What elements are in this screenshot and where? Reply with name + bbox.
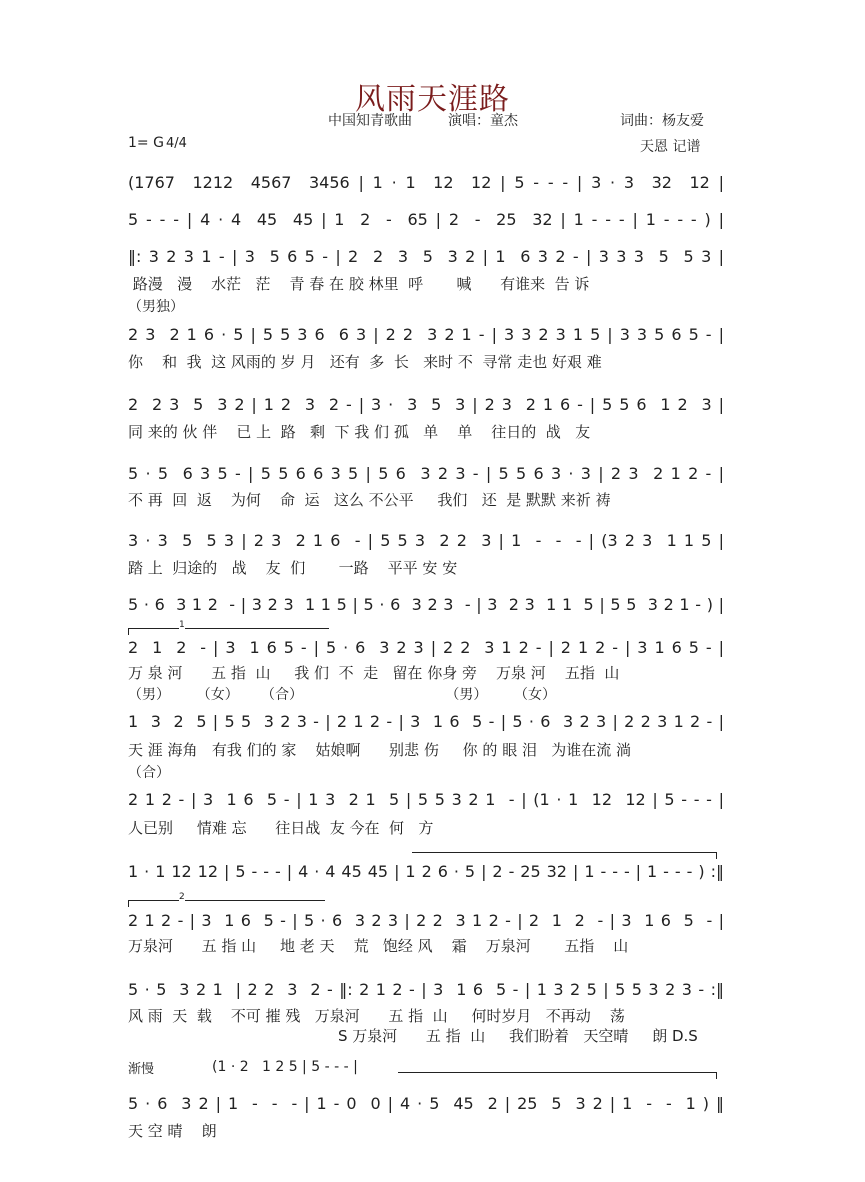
composer: 词曲：杨友爱	[620, 113, 704, 129]
system-12: 1 · 1 12 12 | 5 - - - | 4 · 4 45 45 | 1 2 6 · 5 | 2 - 25 32 | 1 - - - | 1 - - - ) :‖	[128, 862, 724, 881]
lyrics-6: 不 再 回 返 为何 命 运 这么 不公平 我们 还 是 默默 来祈 祷	[128, 491, 611, 509]
lyrics-10: 天 涯 海角 有我 们的 家 姑娘啊 别悲 伤 你 的 眼 泪 为谁在流 淌	[128, 741, 632, 759]
lyrics-3: 路漫 漫 水茫 茫 青 春 在 胶 林里 呼 喊 有谁来 告 诉	[128, 275, 590, 293]
system-8: 5 · 6 3 1 2 - | 3 2 3 1 1 5 | 5 · 6 3 2 3 - | 3 2 3 1 1 5 | 5 5 3 2 1 - ) |	[128, 595, 724, 614]
system-14: 5 · 5 3 2 1 | 2 2 3 2 - ‖: 2 1 2 - | 3 1 6 5 - | 1 3 2 5 | 5 5 3 2 3 - :‖	[128, 980, 724, 999]
subtitle: 中国知青歌曲	[328, 113, 412, 129]
part-10: （合）	[128, 765, 170, 781]
system-11: 2 1 2 - | 3 1 6 5 - | 1 3 2 1 5 | 5 5 3 2 1 - | (1 · 1 12 12 | 5 - - - |	[128, 790, 724, 809]
tempo-mark: 渐慢	[128, 1062, 155, 1077]
system-13: 2 1 2 - | 3 1 6 5 - | 5 · 6 3 2 3 | 2 2 3 1 2 - | 2 1 2 - | 3 1 6 5 - |	[128, 911, 724, 930]
system-2: 5 - - - | 4 · 4 45 45 | 1 2 - 65 | 2 - 25 32 | 1 - - - | 1 - - - ) |	[128, 210, 724, 229]
system-1: (1767 1212 4567 3456 | 1 · 1 12 12 | 5 - - - | 3 · 3 32 12 |	[128, 173, 724, 192]
ending-bracket	[412, 852, 717, 859]
ending-bracket-final	[398, 1072, 717, 1079]
lyrics-7: 踏 上 归途的 战 友 们 一路 平平 安 安	[128, 559, 458, 577]
lyrics-4: 你 和 我 这 风雨的 岁 月 还有 多 长 来时 不 寻常 走也 好艰 难	[128, 353, 602, 371]
transcriber: 天恩 记谱	[640, 139, 701, 155]
system-9: 2 1 2 - | 3 1 6 5 - | 5 · 6 3 2 3 | 2 2 3 1 2 - | 2 1 2 - | 3 1 6 5 - |	[128, 638, 724, 657]
system-5: 2 2 3 5 3 2 | 1 2 3 2 - | 3 · 3 5 3 | 2 3 2 1 6 - | 5 5 6 1 2 3 |	[128, 395, 724, 414]
second-ending-number: 2	[179, 892, 185, 902]
lyrics-14-second-verse: S 万泉河 五 指 山 我们盼着 天空晴 朗 D.S	[338, 1027, 698, 1045]
singer: 演唱：童杰	[448, 113, 518, 129]
system-15-cue: (1 · 2 1 2 5 | 5 - - - |	[212, 1059, 358, 1075]
system-7: 3 · 3 5 5 3 | 2 3 2 1 6 - | 5 5 3 2 2 3 | 1 - - - | (3 2 3 1 1 5 |	[128, 531, 724, 550]
lyrics-16: 天 空 晴 朗	[128, 1122, 217, 1140]
time-signature: 4/4	[166, 136, 187, 151]
part-9: （男） （女） （合） （男） （女）	[128, 687, 557, 703]
system-10: 1 3 2 5 | 5 5 3 2 3 - | 2 1 2 - | 3 1 6 5 - | 5 · 6 3 2 3 | 2 2 3 1 2 - |	[128, 712, 724, 731]
second-ending-bracket	[128, 892, 325, 907]
part-3: （男独）	[128, 299, 184, 315]
system-16: 5 · 6 3 2 | 1 - - - | 1 - 0 0 | 4 · 5 45 2 | 25 5 3 2 | 1 - - 1 ) ‖	[128, 1094, 724, 1113]
lyrics-11: 人已别 情难 忘 往日战 友 今在 何 方	[128, 819, 434, 837]
lyrics-5: 同 来的 伙 伴 已 上 路 剩 下 我 们 孤 单 单 往日的 战 友	[128, 423, 591, 441]
system-3: ‖: 3 2 3 1 - | 3 5 6 5 - | 2 2 3 5 3 2 | 1 6 3 2 - | 3 3 3 5 5 3 |	[128, 247, 724, 266]
system-6: 5 · 5 6 3 5 - | 5 5 6 6 3 5 | 5 6 3 2 3 - | 5 5 6 3 · 3 | 2 3 2 1 2 - |	[128, 464, 724, 483]
first-ending-bracket	[128, 620, 329, 635]
key-signature: 1= G	[128, 135, 164, 151]
lyrics-14: 风 雨 天 载 不可 摧 残 万泉河 五 指 山 何时岁月 不再动 荡	[128, 1007, 625, 1025]
song-title: 风雨天涯路	[355, 82, 510, 117]
lyrics-13: 万泉河 五 指 山 地 老 天 荒 饱经 风 霜 万泉河 五指 山	[128, 937, 629, 955]
lyrics-9: 万 泉 河 五 指 山 我 们 不 走 留在 你身 旁 万泉 河 五指 山	[128, 664, 620, 682]
first-ending-number: 1	[179, 620, 185, 630]
system-4: 2 3 2 1 6 · 5 | 5 5 3 6 6 3 | 2 2 3 2 1 - | 3 3 2 3 1 5 | 3 3 5 6 5 - |	[128, 325, 724, 344]
